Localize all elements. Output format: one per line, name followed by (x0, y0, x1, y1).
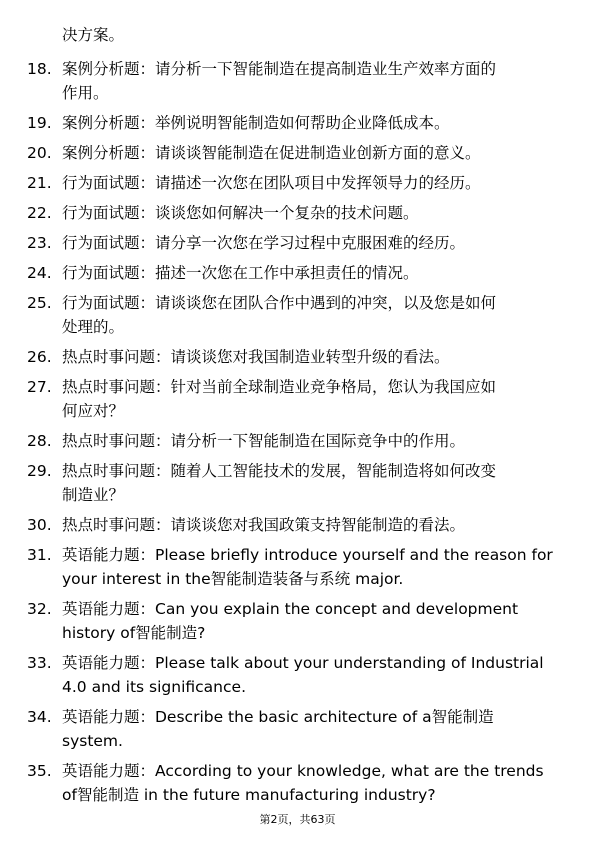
item-text (62, 375, 562, 423)
item-text (62, 201, 562, 225)
item-text-line: 何应对？ (62, 402, 125, 420)
item-text-line: 英语能力题：Describe the basic architecture of a智能制造 (62, 708, 494, 726)
item-number: 24. (27, 264, 52, 282)
item-text (62, 171, 562, 195)
item-number: 31. (27, 546, 52, 564)
item-number: 27. (27, 378, 52, 396)
item-text-line: 制造业？ (62, 486, 125, 504)
item-text (62, 651, 562, 699)
item-number: 21. (27, 174, 52, 192)
item-text-line: 英语能力题：Can you explain the concept and development (62, 600, 519, 618)
item-text-line: 行为面试题：请谈谈您在团队合作中遇到的冲突，以及您是如何 (62, 294, 497, 312)
item-number: 19. (27, 114, 52, 132)
item-number: 26. (27, 348, 52, 366)
item-text (62, 111, 562, 135)
item-text-line: 热点时事问题：请谈谈您对我国制造业转型升级的看法。 (62, 348, 450, 366)
item-number: 25. (27, 294, 52, 312)
continuation-text: 决方案。 (62, 26, 125, 44)
item-text-line: 作用。 (62, 84, 109, 102)
item-text-line: 英语能力题：Please talk about your understanding of Industrial (62, 654, 544, 672)
item-number: 29. (27, 462, 52, 480)
item-text (62, 705, 562, 753)
item-text (62, 459, 562, 507)
item-text-line: history of智能制造? (62, 624, 206, 642)
item-text-line: 处理的。 (62, 318, 125, 336)
item-text-line: your interest in the智能制造装备与系统 major. (62, 570, 404, 588)
item-text-line: 热点时事问题：请分析一下智能制造在国际竞争中的作用。 (62, 432, 466, 450)
item-text-line: of智能制造 in the future manufacturing industry? (62, 786, 436, 804)
item-text-line: 案例分析题：请分析一下智能制造在提高制造业生产效率方面的 (62, 60, 497, 78)
item-number: 33. (27, 654, 52, 672)
item-number: 28. (27, 432, 52, 450)
item-text-line: 行为面试题：请分享一次您在学习过程中克服困难的经历。 (62, 234, 466, 252)
item-text (62, 759, 562, 807)
item-text-line: 英语能力题：Please briefly introduce yourself and the reason for (62, 546, 553, 564)
item-text (62, 513, 562, 537)
item-text (62, 231, 562, 255)
item-text-line: 案例分析题：举例说明智能制造如何帮助企业降低成本。 (62, 114, 450, 132)
item-text-line: 英语能力题：According to your knowledge, what are the trends (62, 762, 544, 780)
item-number: 18. (27, 60, 52, 78)
item-text (62, 57, 562, 105)
item-text-line: 热点时事问题：针对当前全球制造业竞争格局，您认为我国应如 (62, 378, 497, 396)
item-number: 20. (27, 144, 52, 162)
item-text-line: 行为面试题：请描述一次您在团队项目中发挥领导力的经历。 (62, 174, 481, 192)
item-text-line: 行为面试题：描述一次您在工作中承担责任的情况。 (62, 264, 419, 282)
item-text-line: 案例分析题：请谈谈智能制造在促进制造业创新方面的意义。 (62, 144, 481, 162)
page-footer: 第2页，共63页 (259, 813, 336, 826)
item-text-line: 热点时事问题：请谈谈您对我国政策支持智能制造的看法。 (62, 516, 466, 534)
item-number: 35. (27, 762, 52, 780)
item-number: 34. (27, 708, 52, 726)
item-number: 22. (27, 204, 52, 222)
item-text-line: system. (62, 732, 123, 750)
item-text (62, 597, 562, 645)
item-number: 32. (27, 600, 52, 618)
item-text (62, 141, 562, 165)
item-text (62, 261, 562, 285)
item-number: 23. (27, 234, 52, 252)
item-text (62, 345, 562, 369)
item-text-line: 行为面试题：谈谈您如何解决一个复杂的技术问题。 (62, 204, 419, 222)
item-number: 30. (27, 516, 52, 534)
item-text (62, 291, 562, 339)
item-text (62, 543, 562, 591)
item-text (62, 429, 562, 453)
item-text-line: 热点时事问题：随着人工智能技术的发展，智能制造将如何改变 (62, 462, 497, 480)
item-text-line: 4.0 and its significance. (62, 678, 246, 696)
